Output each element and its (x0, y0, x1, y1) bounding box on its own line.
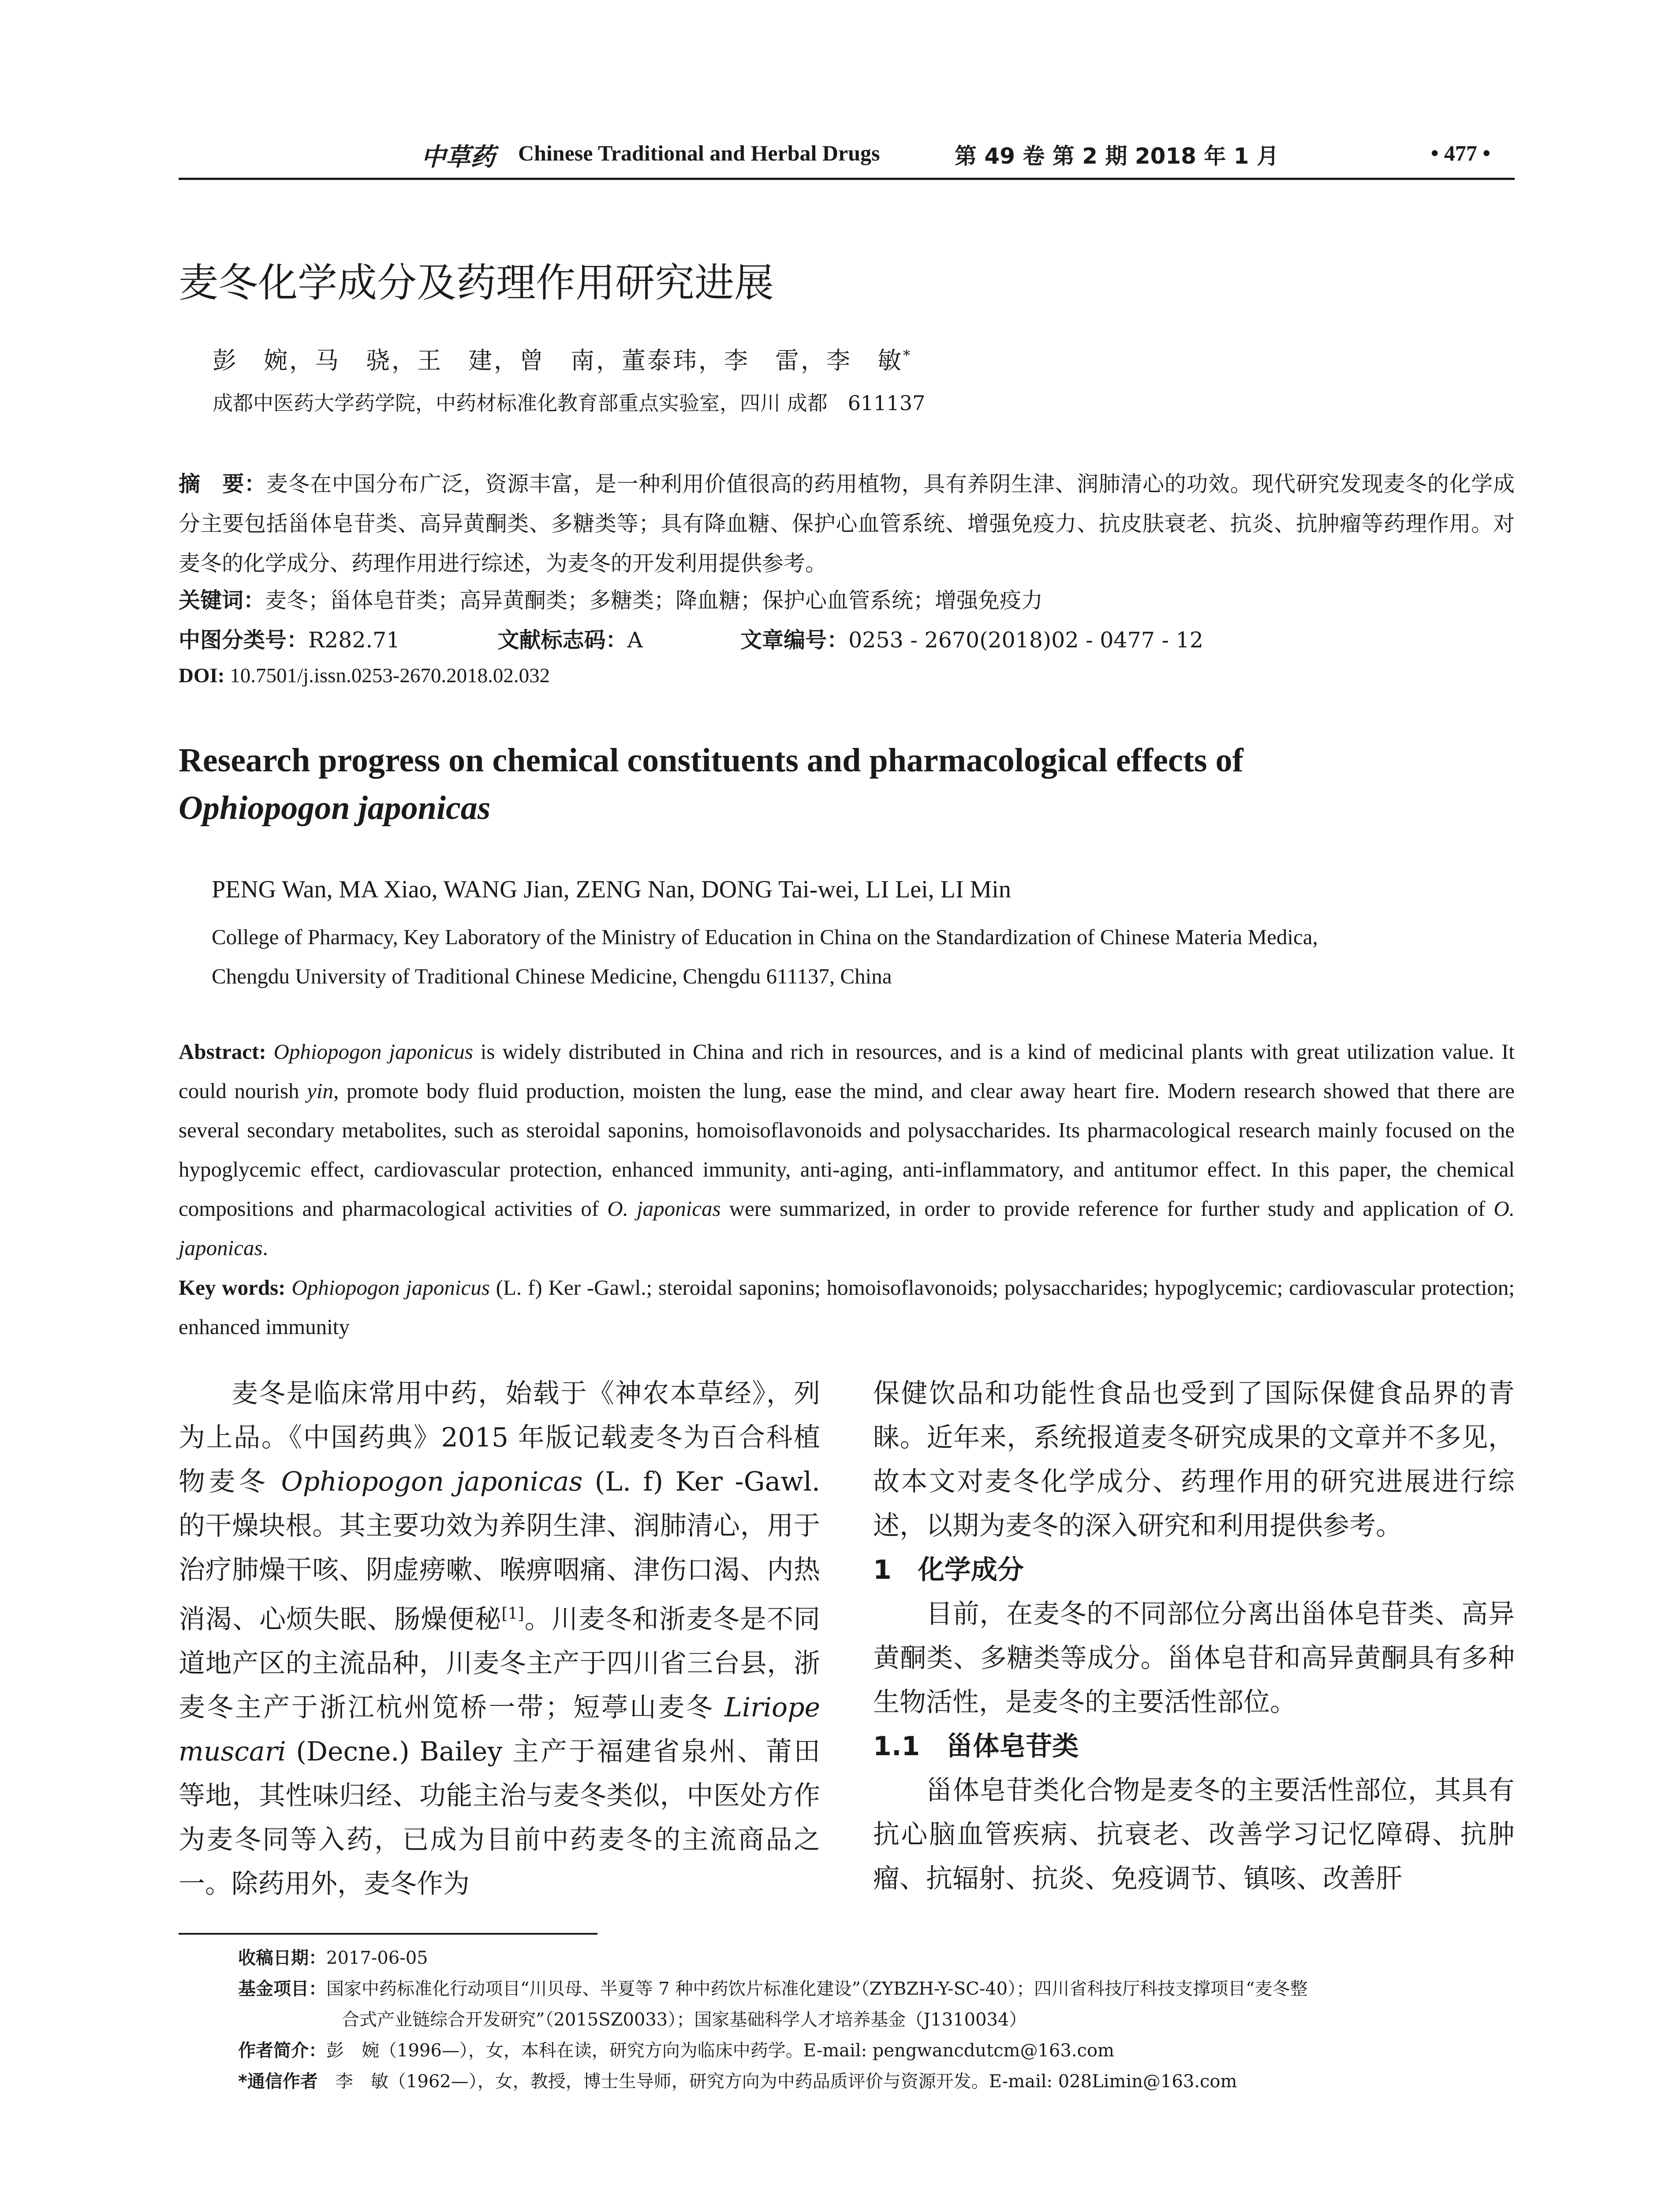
body-paragraph (179, 1372, 820, 1906)
doc-value: A (627, 628, 643, 653)
en-affiliation-line2: Chengdu University of Traditional Chinese Medicine, Chengdu 611137, China (212, 964, 892, 988)
footnote-text: 李 敏（1962—），女，教授，博士生导师，研究方向为中药品质评价与资源开发。E-mail: 028Limin@163.com (317, 2071, 1237, 2092)
cn-authors (213, 342, 912, 376)
doi-value: 10.7501/j.issn.0253-2670.2018.02.032 (230, 664, 550, 687)
journal-logo: 中草药 (421, 143, 495, 172)
body-paragraph: 保健饮品和功能性食品也受到了国际保健食品界的青睐。近年来，系统报道麦冬研究成果的文章并不多见，故本文对麦冬化学成分、药理作用的研究进展进行综述，以期为麦冬的深入研究和利用提供参考。 (873, 1378, 1515, 1541)
en-abstract (179, 1032, 1515, 1267)
body-text: (Decne.) Bailey 主产于福建省泉州、莆田等地，其性味归经、功能主治与麦冬类似，中医处方作为麦冬同等入药，已成为目前中药麦冬的主流商品之一。除药用外，麦冬作为 (179, 1736, 820, 1899)
en-affiliation (212, 917, 1526, 996)
footnote-label: 作者简介： (238, 2041, 326, 2061)
cn-keywords-text: 麦冬；甾体皂苷类；高异黄酮类；多糖类；降血糖；保护心血管系统；增强免疫力 (265, 588, 1043, 613)
en-title-line1: Research progress on chemical constituents and pharmacological effects of (179, 742, 1243, 779)
latin-name: Ophiopogon japonicas (281, 1466, 583, 1497)
en-abstract-end: . (262, 1236, 268, 1260)
body-text: (L. f) Ker -Gawl. 的干燥块根。其主要功效为养阴生津、润肺清心，用于治疗肺燥干咳、阴虚痨嗽、喉痹咽痛、津伤口渴、内热消渴、心烦失眠、肠燥便秘 (179, 1466, 820, 1635)
cn-classification (179, 623, 1203, 654)
doi (179, 664, 550, 688)
doc-label: 文献标志码： (497, 628, 627, 653)
en-keywords (179, 1268, 1515, 1346)
footnote-text: 彭 婉（1996—），女，本科在读，研究方向为临床中药学。E-mail: pengwancdutcm@163.com (326, 2041, 1114, 2061)
body-paragraph: 目前，在麦冬的不同部位分离出甾体皂苷类、高异黄酮类、多糖类等成分。甾体皂苷和高异黄酮具有多种生物活性，是麦冬的主要活性部位。 (873, 1599, 1515, 1718)
en-authors: PENG Wan, MA Xiao, WANG Jian, ZENG Nan, DONG Tai-wei, LI Lei, LI Min (212, 876, 1011, 903)
cn-affiliation: 成都中医药大学药学院，中药材标准化教育部重点实验室，四川 成都 611137 (213, 391, 926, 415)
cn-author-list: 彭 婉，马 骁，王 建，曾 南，董泰玮，李 雷，李 敏 (213, 347, 903, 374)
en-abstract-species-abbr-2: O. japonicas (179, 1196, 1515, 1260)
en-abstract-species: Ophiopogon japonicus (273, 1039, 473, 1064)
en-keywords-text: (L. f) Ker -Gawl.; steroidal saponins; homoisoflavonoids; polysaccharides; hypoglycemic; cardiovascular protection; enhanced immunity (179, 1275, 1515, 1339)
article-label: 文章编号： (740, 628, 849, 653)
en-affiliation-line1: College of Pharmacy, Key Laboratory of the Ministry of Education in China on the Standardization of Chinese Materia Medica, (212, 925, 1318, 949)
footnote-label: *通信作者 (238, 2071, 318, 2092)
footnote-author (238, 2035, 1517, 2066)
cn-keywords-label: 关键词： (179, 588, 265, 613)
body-text: 。川麦冬和浙麦冬是不同道地产区的主流品种，川麦冬主产于四川省三台县，浙麦冬主产于浙江杭州笕桥一带；短葶山麦冬 (179, 1604, 821, 1723)
footnote-corresponding (238, 2066, 1517, 2097)
footnote-received (238, 1943, 1517, 1973)
footnote-text: 2017-06-05 (326, 1948, 428, 1968)
footnote-text: 国家中药标准化行动项目“川贝母、半夏等 7 种中药饮片标准化建设”（ZYBZH-Y-SC-40）；四川省科技厅科技支撑项目“麦冬整 (326, 1979, 1308, 1999)
section-heading-1: 1 化学成分 (873, 1555, 1024, 1585)
en-abstract-species-abbr: O. japonicas (607, 1196, 721, 1221)
en-abstract-label: Abstract: (179, 1039, 266, 1064)
footnote-rule (179, 1933, 597, 1935)
doi-label: DOI: (179, 664, 225, 687)
footnote-label: 基金项目： (238, 1979, 326, 1999)
cn-abstract-text: 麦冬在中国分布广泛，资源丰富，是一种利用价值很高的药用植物，具有养阴生津、润肺清心的功效。现代研究发现麦冬的化学成分主要包括甾体皂苷类、高异黄酮类、多糖类等；具有降血糖、保护心血管系统、增强免疫力、抗皮肤衰老、抗炎、抗肿瘤等药理作用。对麦冬的化学成分、药理作用进行综述，为麦冬的开发利用提供参考。 (179, 471, 1515, 576)
footnote-label: 收稿日期： (238, 1948, 326, 1968)
en-title (179, 736, 1523, 832)
page-number: • 477 • (1431, 141, 1491, 165)
class-value: R282.71 (308, 628, 400, 653)
reference-mark[interactable]: [1] (501, 1605, 524, 1623)
footnote-fund-cont: 合式产业链综合开发研究”（2015SZ0033）；国家基础科学人才培养基金（J1310034） (342, 2010, 1027, 2030)
en-abstract-yin: yin (307, 1079, 333, 1103)
footnotes (238, 1943, 1517, 2097)
en-title-line2: Ophiopogon japonicas (179, 789, 491, 826)
en-keywords-label: Key words: (179, 1275, 286, 1300)
en-abstract-part2: , promote body fluid production, moisten the lung, ease the mind, and clear away heart fire. Modern research showed that there are several secondary metabolites, such as steroidal saponins, homoisoflavonoids and polysaccharides. Its pharmacological research mainly focused on the hypoglycemic effect, cardiovascular protection, enhanced immunity, anti-aging, anti-inflammatory, and antitumor effect. In this paper, the chemical compositions and pharmacological activities of (179, 1079, 1515, 1221)
cn-abstract-label: 摘 要： (179, 471, 266, 497)
body-text: 麦冬是临床常用中药，始载于《神农本草经》，列为上品。《中国药典》2015 年版记载麦冬为百合科植物麦冬 (179, 1378, 820, 1497)
article-value: 0253 - 2670(2018)02 - 0477 - 12 (848, 628, 1203, 653)
header-rule (179, 178, 1515, 180)
en-abstract-part3: were summarized, in order to provide reference for further study and application of (721, 1196, 1494, 1221)
cn-keywords (179, 583, 1043, 614)
journal-name: Chinese Traditional and Herbal Drugs (518, 141, 880, 165)
class-label: 中图分类号： (179, 628, 309, 653)
corresponding-mark: * (903, 347, 912, 364)
footnote-fund (238, 1973, 1517, 2004)
cn-abstract (179, 464, 1515, 583)
en-keywords-species: Ophiopogon japonicus (291, 1275, 490, 1300)
en-abstract-part1: is widely distributed in China and rich in resources, and is a kind of medicinal plants with great utilization value. It could nourish (179, 1039, 1515, 1103)
issue-info: 第 49 卷 第 2 期 2018 年 1 月 (955, 143, 1279, 169)
body-right-column (873, 1372, 1515, 1901)
latin-name: Liriope muscari (179, 1692, 820, 1767)
cn-title: 麦冬化学成分及药理作用研究进展 (179, 260, 774, 306)
section-heading-1-1: 1.1 甾体皂苷类 (873, 1731, 1079, 1762)
body-left-column (179, 1372, 820, 1906)
body-paragraph: 甾体皂苷类化合物是麦冬的主要活性部位，其具有抗心脑血管疾病、抗衰老、改善学习记忆障碍、抗肿瘤、抗辐射、抗炎、免疫调节、镇咳、改善肝 (873, 1775, 1515, 1894)
